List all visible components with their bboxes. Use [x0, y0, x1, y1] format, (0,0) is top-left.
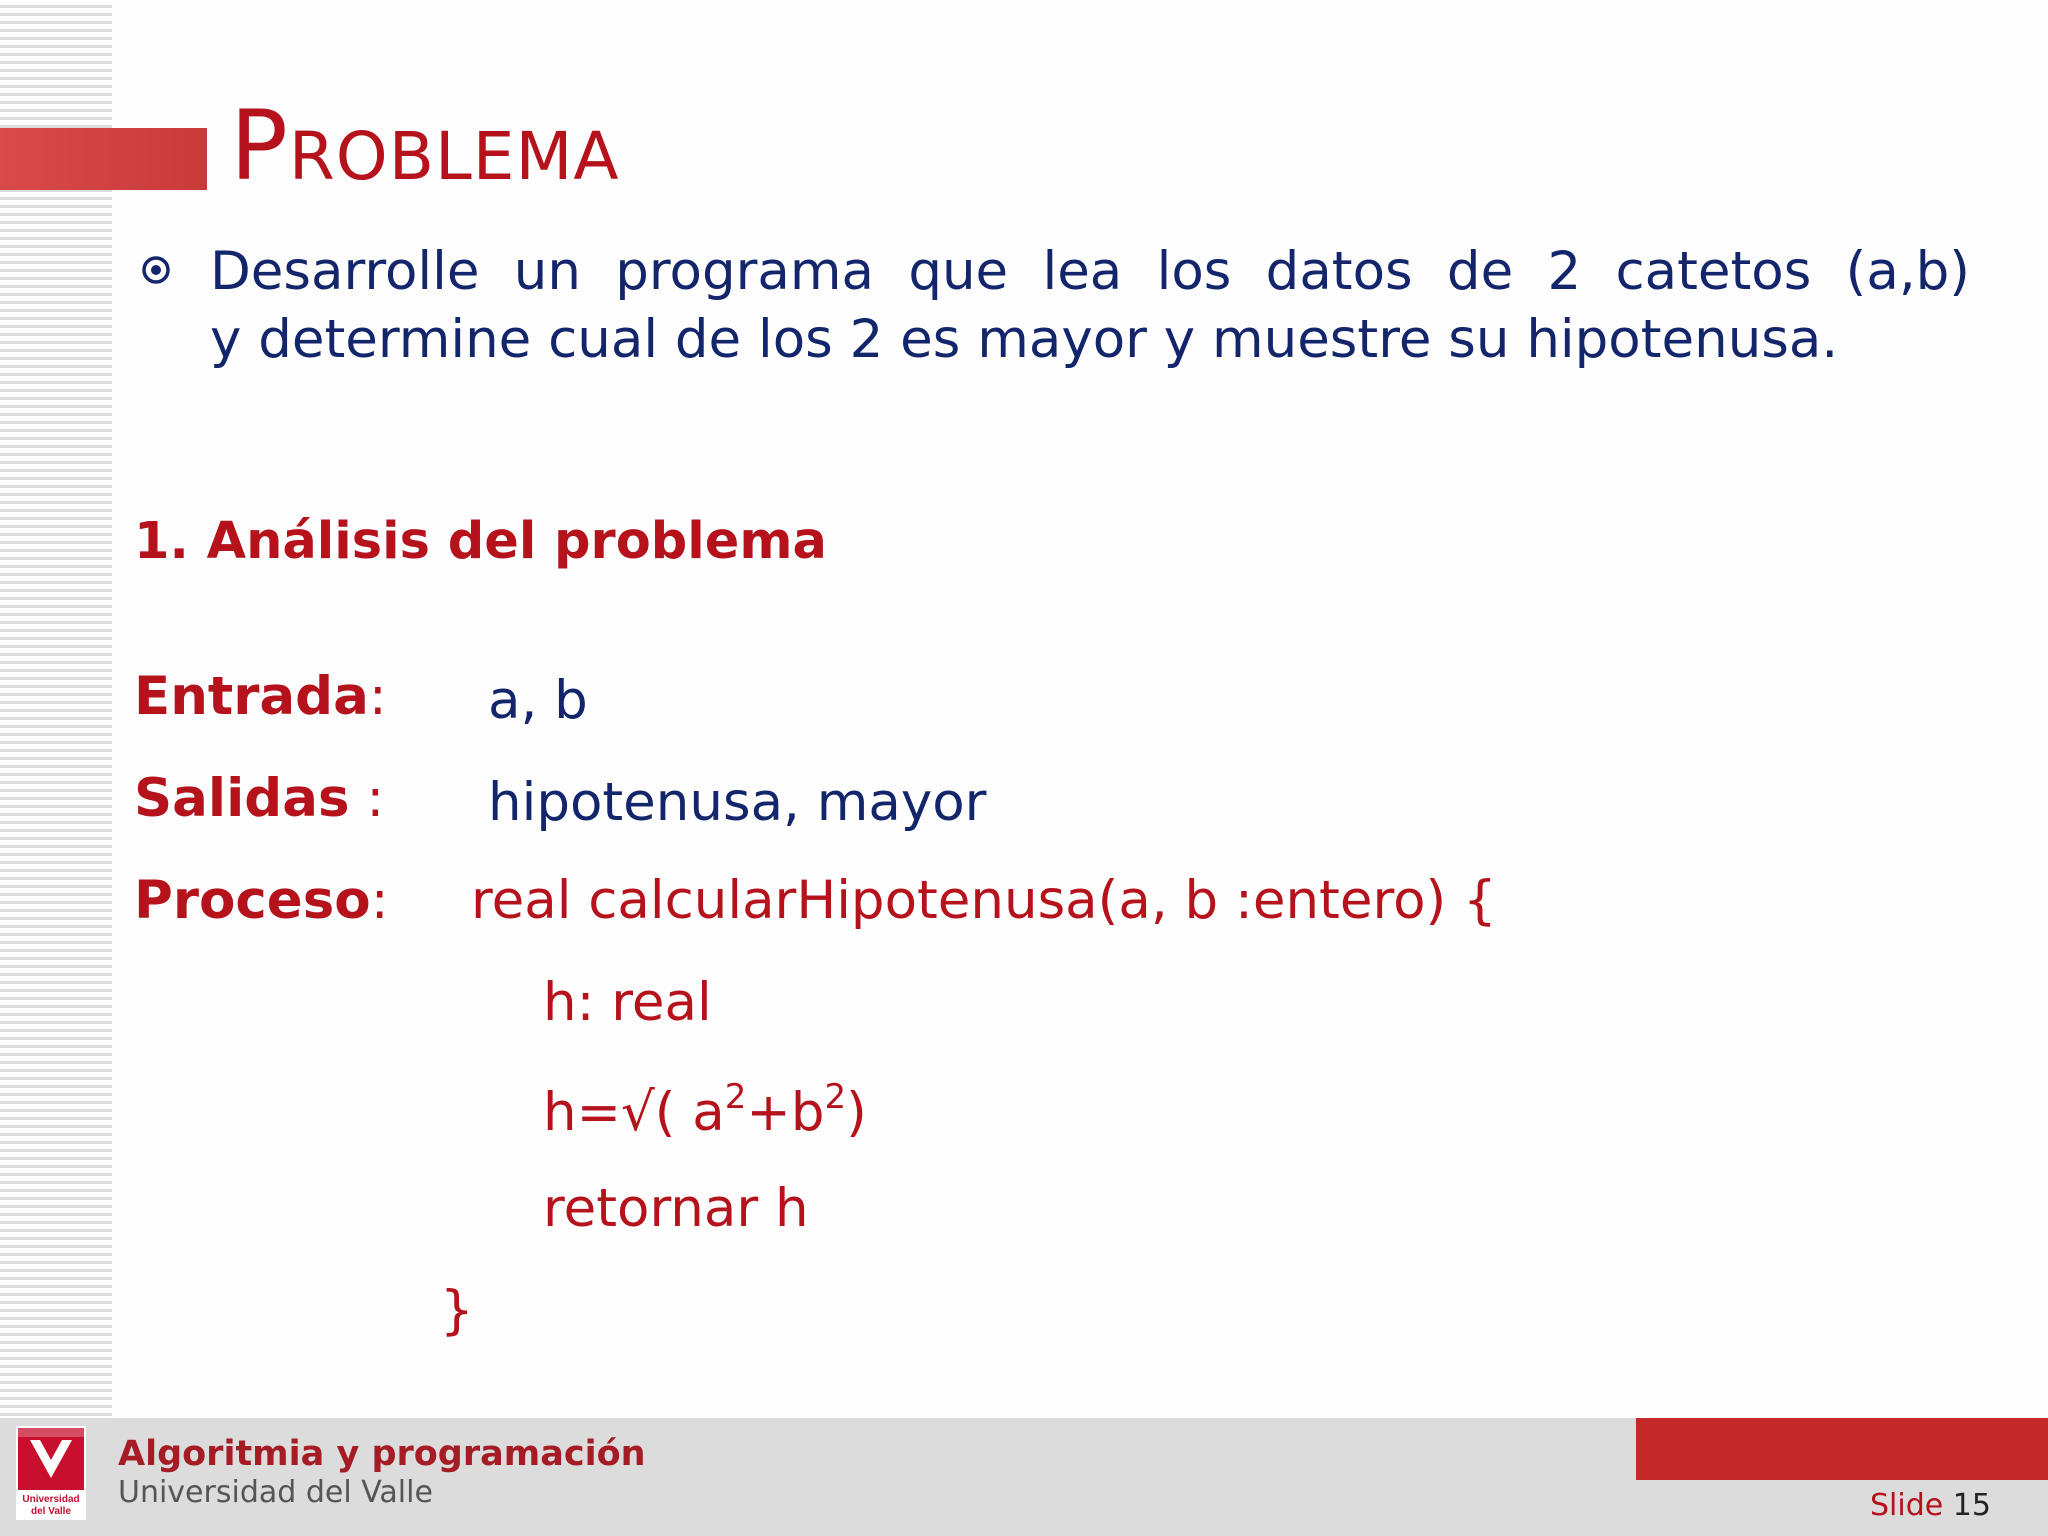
circle-bullet-icon	[141, 255, 171, 285]
code-line-declaration: h: real	[543, 972, 712, 1033]
shield-logo-icon	[16, 1426, 86, 1492]
footer-course-name: Algoritmia y programación	[118, 1434, 646, 1474]
salidas-row: Salidas :	[134, 768, 385, 829]
footer-university-name: Universidad del Valle	[118, 1475, 433, 1510]
slide-title	[230, 90, 620, 202]
salidas-label: Salidas	[134, 768, 350, 829]
entrada-row: Entrada:	[134, 666, 387, 727]
entrada-value: a, b	[488, 670, 588, 731]
logo-text-line-1: Universidad	[22, 1494, 80, 1505]
university-logo	[16, 1426, 86, 1520]
problem-line-1: Desarrolle un programa que lea los datos de 2 catetos (a,b)	[210, 241, 1970, 302]
section-heading: 1. Análisis del problema	[134, 512, 827, 571]
proceso-label: Proceso	[134, 870, 371, 931]
code-line-signature: real calcularHipotenusa(a, b :entero) {	[471, 870, 1497, 931]
proceso-row: Proceso:	[134, 870, 389, 931]
problem-statement	[210, 238, 1970, 374]
title-initial: P	[230, 90, 289, 202]
code-closing-brace: }	[440, 1280, 474, 1341]
problem-line-2: y determine cual de los 2 es mayor y muestre su hipotenusa.	[210, 309, 1839, 370]
code-line-formula: h=√( $a^2+b^2$)	[543, 1077, 867, 1143]
salidas-value: hipotenusa, mayor	[488, 772, 987, 833]
logo-text-line-2: del Valle	[30, 1506, 72, 1517]
title-accent-bar	[0, 128, 207, 190]
footer-red-accent	[1636, 1418, 2048, 1480]
entrada-label: Entrada	[134, 666, 369, 727]
title-rest: ROBLEMA	[288, 118, 620, 195]
slide-number: Slide 15	[1870, 1488, 1991, 1523]
code-line-return: retornar h	[543, 1178, 809, 1239]
left-stripe-decoration	[0, 0, 112, 1418]
